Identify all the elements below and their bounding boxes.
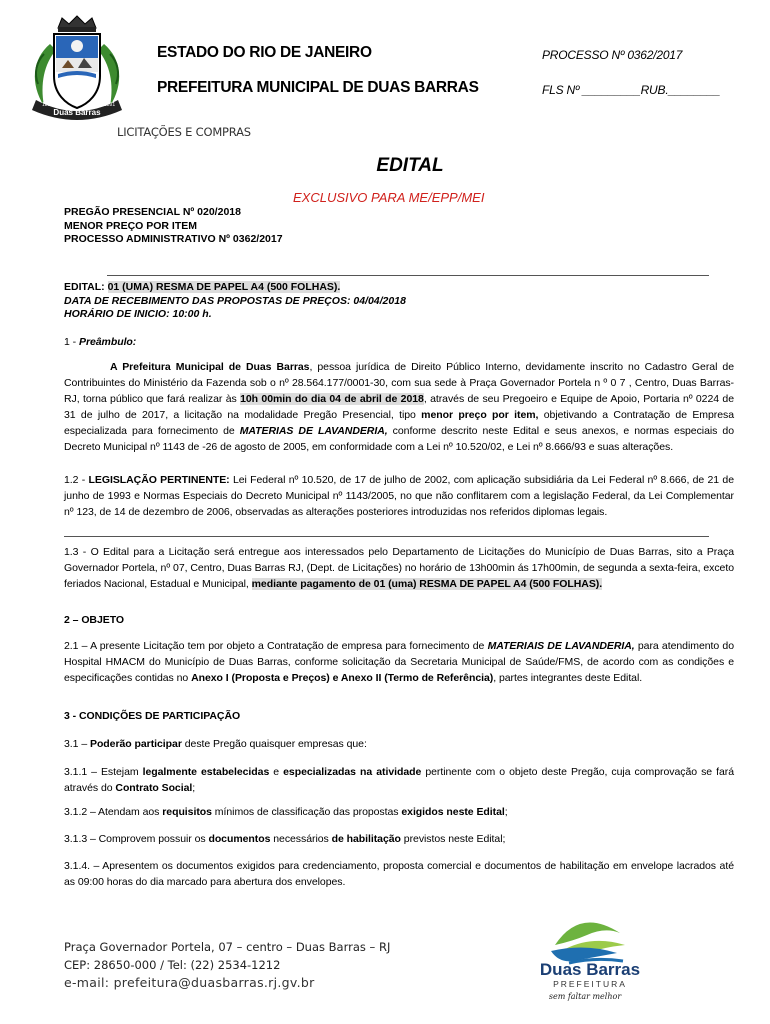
p21-text-2: para atendimento do Hospital HMACM do Município de Duas Barras, conforme solicitação da Secretaria Municipal de Saúde/FMS, de acordo com as condições e especificações contidas no xyxy=(64,640,734,684)
duas-barras-prefeitura-logo xyxy=(525,905,655,1005)
p1-bold-prefeitura: A Prefeitura Municipal de Duas Barras xyxy=(110,361,310,373)
fls-rub-field: FLS Nº _________RUB.________ xyxy=(542,83,721,97)
process-admin-number: PROCESSO ADMINISTRATIVO Nº 0362/2017 xyxy=(64,233,283,245)
state-title: ESTADO DO RIO DE JANEIRO xyxy=(157,44,372,61)
preambulo-heading xyxy=(64,334,734,350)
crest-banner-text: Duas Barras xyxy=(53,108,101,117)
preambulo-number: 1 - xyxy=(64,336,79,348)
section-2-title xyxy=(64,612,734,628)
p31-bold: Poderão participar xyxy=(89,738,182,750)
p314-text: 3.1.4. – Apresentem os documentos exigidos para credenciamento, proposta comercial e documentos de habilitação em envelope lacrados até as 09:00 horas do dia marcado para abertura dos envelopes. xyxy=(64,860,734,888)
start-time: HORÁRIO DE INICIO: 10:00 h. xyxy=(64,308,212,320)
p1-text-3: objetivando a Contratação de Empresa especializada para fornecimento de xyxy=(64,409,734,437)
p21-bold-anexos: Anexo I (Proposta e Preços) e Anexo II (Termo de Referência) xyxy=(191,672,494,684)
p12-text: Lei Federal nº 10.520, de 17 de julho de 2002, com aplicação subsidiária da Lei Federal nº 8.666, de 21 de junho de 1993 e Normas Especiais do Decreto Municipal nº 1143/2005, no que não conflitarem com a legislação Federal, da Lei Complementar nº 123, de 14 de dezembro de 2006, observadas as alterações posteriores introduzidas nos referidos diplomas legais. xyxy=(64,474,734,518)
paragraph-3-1-4 xyxy=(64,858,734,890)
p312-bold-1: requisitos xyxy=(162,806,212,818)
divider xyxy=(107,275,709,276)
p313-bold-1: documentos xyxy=(208,833,271,845)
preambulo-title: Preâmbulo: xyxy=(78,336,137,348)
p312-text-2: mínimos de classificação das propostas xyxy=(211,806,402,818)
crest-year-left: 1891 xyxy=(42,102,54,108)
edital-prefix: EDITAL: xyxy=(64,281,108,293)
edital-summary xyxy=(64,281,406,322)
p311-text-2: e xyxy=(269,766,284,778)
p313-text-2: necessários xyxy=(270,833,332,845)
prefecture-title: PREFEITURA MUNICIPAL DE DUAS BARRAS xyxy=(157,79,479,96)
p311-bold-3: Contrato Social xyxy=(115,782,193,794)
p1-text-4: conforme descrito neste Edital e seus anexos, e normas especiais do Decreto Municipal nº 1143 de -26 de agosto de 2005, em conformidade com a Lei nº 10.520/02, e Lei nº 8.666/93 e suas alterações. xyxy=(64,425,734,453)
p312-bold-2: exigidos neste Edital xyxy=(401,806,505,818)
edital-object-highlight: 01 (UMA) RESMA DE PAPEL A4 (500 FOLHAS). xyxy=(107,281,341,293)
p311-text-4: ; xyxy=(192,782,196,794)
divider xyxy=(64,536,709,537)
exclusive-subtitle: EXCLUSIVO PARA ME/EPP/MEI xyxy=(293,190,485,205)
pregao-meta xyxy=(64,206,283,247)
p1-bold-menor-preco: menor preço por item, xyxy=(421,409,539,421)
receipt-date: DATA DE RECEBIMENTO DAS PROPOSTAS DE PREÇOS: 04/04/2018 xyxy=(64,294,406,307)
pregao-criteria: MENOR PREÇO POR ITEM xyxy=(64,219,198,232)
p311-bold-2: especializadas na atividade xyxy=(283,766,422,778)
p21-text-3: , partes integrantes deste Edital. xyxy=(493,672,643,684)
p312-text-3: ; xyxy=(504,806,508,818)
p311-text-3: pertinente com o objeto deste Pregão, cuja comprovação se fará através do xyxy=(64,766,734,794)
p1-text-1: , pessoa jurídica de Direito Público Interno, devidamente inscrito no Cadastro Geral de Contribuintes do Ministério da Fazenda sob o nº 28.564.177/0001-30, com sua sede à Praça Governador Portela n º 0 7 , Centro, Duas Barras-RJ, torna público que fará realizar às xyxy=(64,361,734,405)
logo-subtitle: PREFEITURA xyxy=(553,979,627,989)
paragraph-3-1-1 xyxy=(64,764,734,796)
p312-text-1: 3.1.2 – Atendam aos xyxy=(64,806,163,818)
p31-text-1: 3.1 – xyxy=(64,738,90,750)
p31-text-2: deste Pregão quaisquer empresas que: xyxy=(181,738,367,750)
footer-email: e-mail: prefeitura@duasbarras.rj.gv.br xyxy=(64,975,315,990)
paragraph-1-2 xyxy=(64,472,734,520)
p12-bold: LEGISLAÇÃO PERTINENTE: xyxy=(88,474,230,486)
p21-bold-materiais: MATERIAIS DE LAVANDERIA, xyxy=(487,640,635,652)
footer-phone: CEP: 28650-000 / Tel: (22) 2534-1212 xyxy=(64,958,281,972)
footer-contact xyxy=(64,938,390,992)
department-label: LICITAÇÕES E COMPRAS xyxy=(117,125,251,139)
crest-year-right: 1891 xyxy=(104,102,116,108)
municipal-coat-of-arms xyxy=(22,14,132,122)
logo-slogan: sem faltar melhor xyxy=(548,992,622,1001)
p313-text-3: previstos neste Edital; xyxy=(400,833,506,845)
p13-highlight: mediante pagamento de 01 (uma) RESMA DE PAPEL A4 (500 FOLHAS). xyxy=(251,578,603,590)
paragraph-1-3 xyxy=(64,544,734,592)
p12-label: 1.2 - xyxy=(64,474,89,486)
s2-title-text: 2 – OBJETO xyxy=(64,614,124,626)
p13-text: 1.3 - O Edital para a Licitação será entregue aos interessados pelo Departamento de Licitações do Município de Duas Barras, sito a Praça Governador Portela, nº 07, Centro, Duas Barras RJ, (Dept. de Licitações) no horário de 13h00min ás 17h00min, de segunda a sexta-feira, exceto feriados Nacional, Estadual e Municipal, xyxy=(64,546,734,590)
paragraph-3-1-2 xyxy=(64,804,734,820)
section-3-title xyxy=(64,708,734,724)
logo-name: Duas Barras xyxy=(539,960,641,979)
p1-highlight-date: 10h 00min do dia 04 de abril de 2018 xyxy=(240,393,424,405)
paragraph-3-1 xyxy=(64,736,734,752)
paragraph-2-1 xyxy=(64,638,734,686)
s3-title-text: 3 - CONDIÇÕES DE PARTICIPAÇÃO xyxy=(64,710,241,722)
document-title: EDITAL xyxy=(376,155,444,176)
pregao-number: PREGÃO PRESENCIAL Nº 020/2018 xyxy=(64,206,241,218)
p1-text-2: , através de seu Pregoeiro e Equipe de Apoio, Portaria nº 0224 de 31 de julho de 2017, a licitação na modalidade Pregão Presencial, tipo xyxy=(64,393,734,421)
p313-text-1: 3.1.3 – Comprovem possuir os xyxy=(64,833,209,845)
p311-bold-1: legalmente estabelecidas xyxy=(142,766,270,778)
paragraph-3-1-3 xyxy=(64,831,734,847)
process-number: PROCESSO Nº 0362/2017 xyxy=(542,48,683,62)
p311-text-1: 3.1.1 – Estejam xyxy=(64,766,143,778)
p313-bold-2: de habilitação xyxy=(331,833,401,845)
p21-text-1: 2.1 – A presente Licitação tem por objeto a Contratação de empresa para fornecimento de xyxy=(64,640,488,652)
p1-bold-materias: MATERIAS DE LAVANDERIA, xyxy=(239,425,388,437)
paragraph-1-1 xyxy=(64,359,734,455)
footer-address: Praça Governador Portela, 07 – centro – Duas Barras – RJ xyxy=(64,940,391,954)
